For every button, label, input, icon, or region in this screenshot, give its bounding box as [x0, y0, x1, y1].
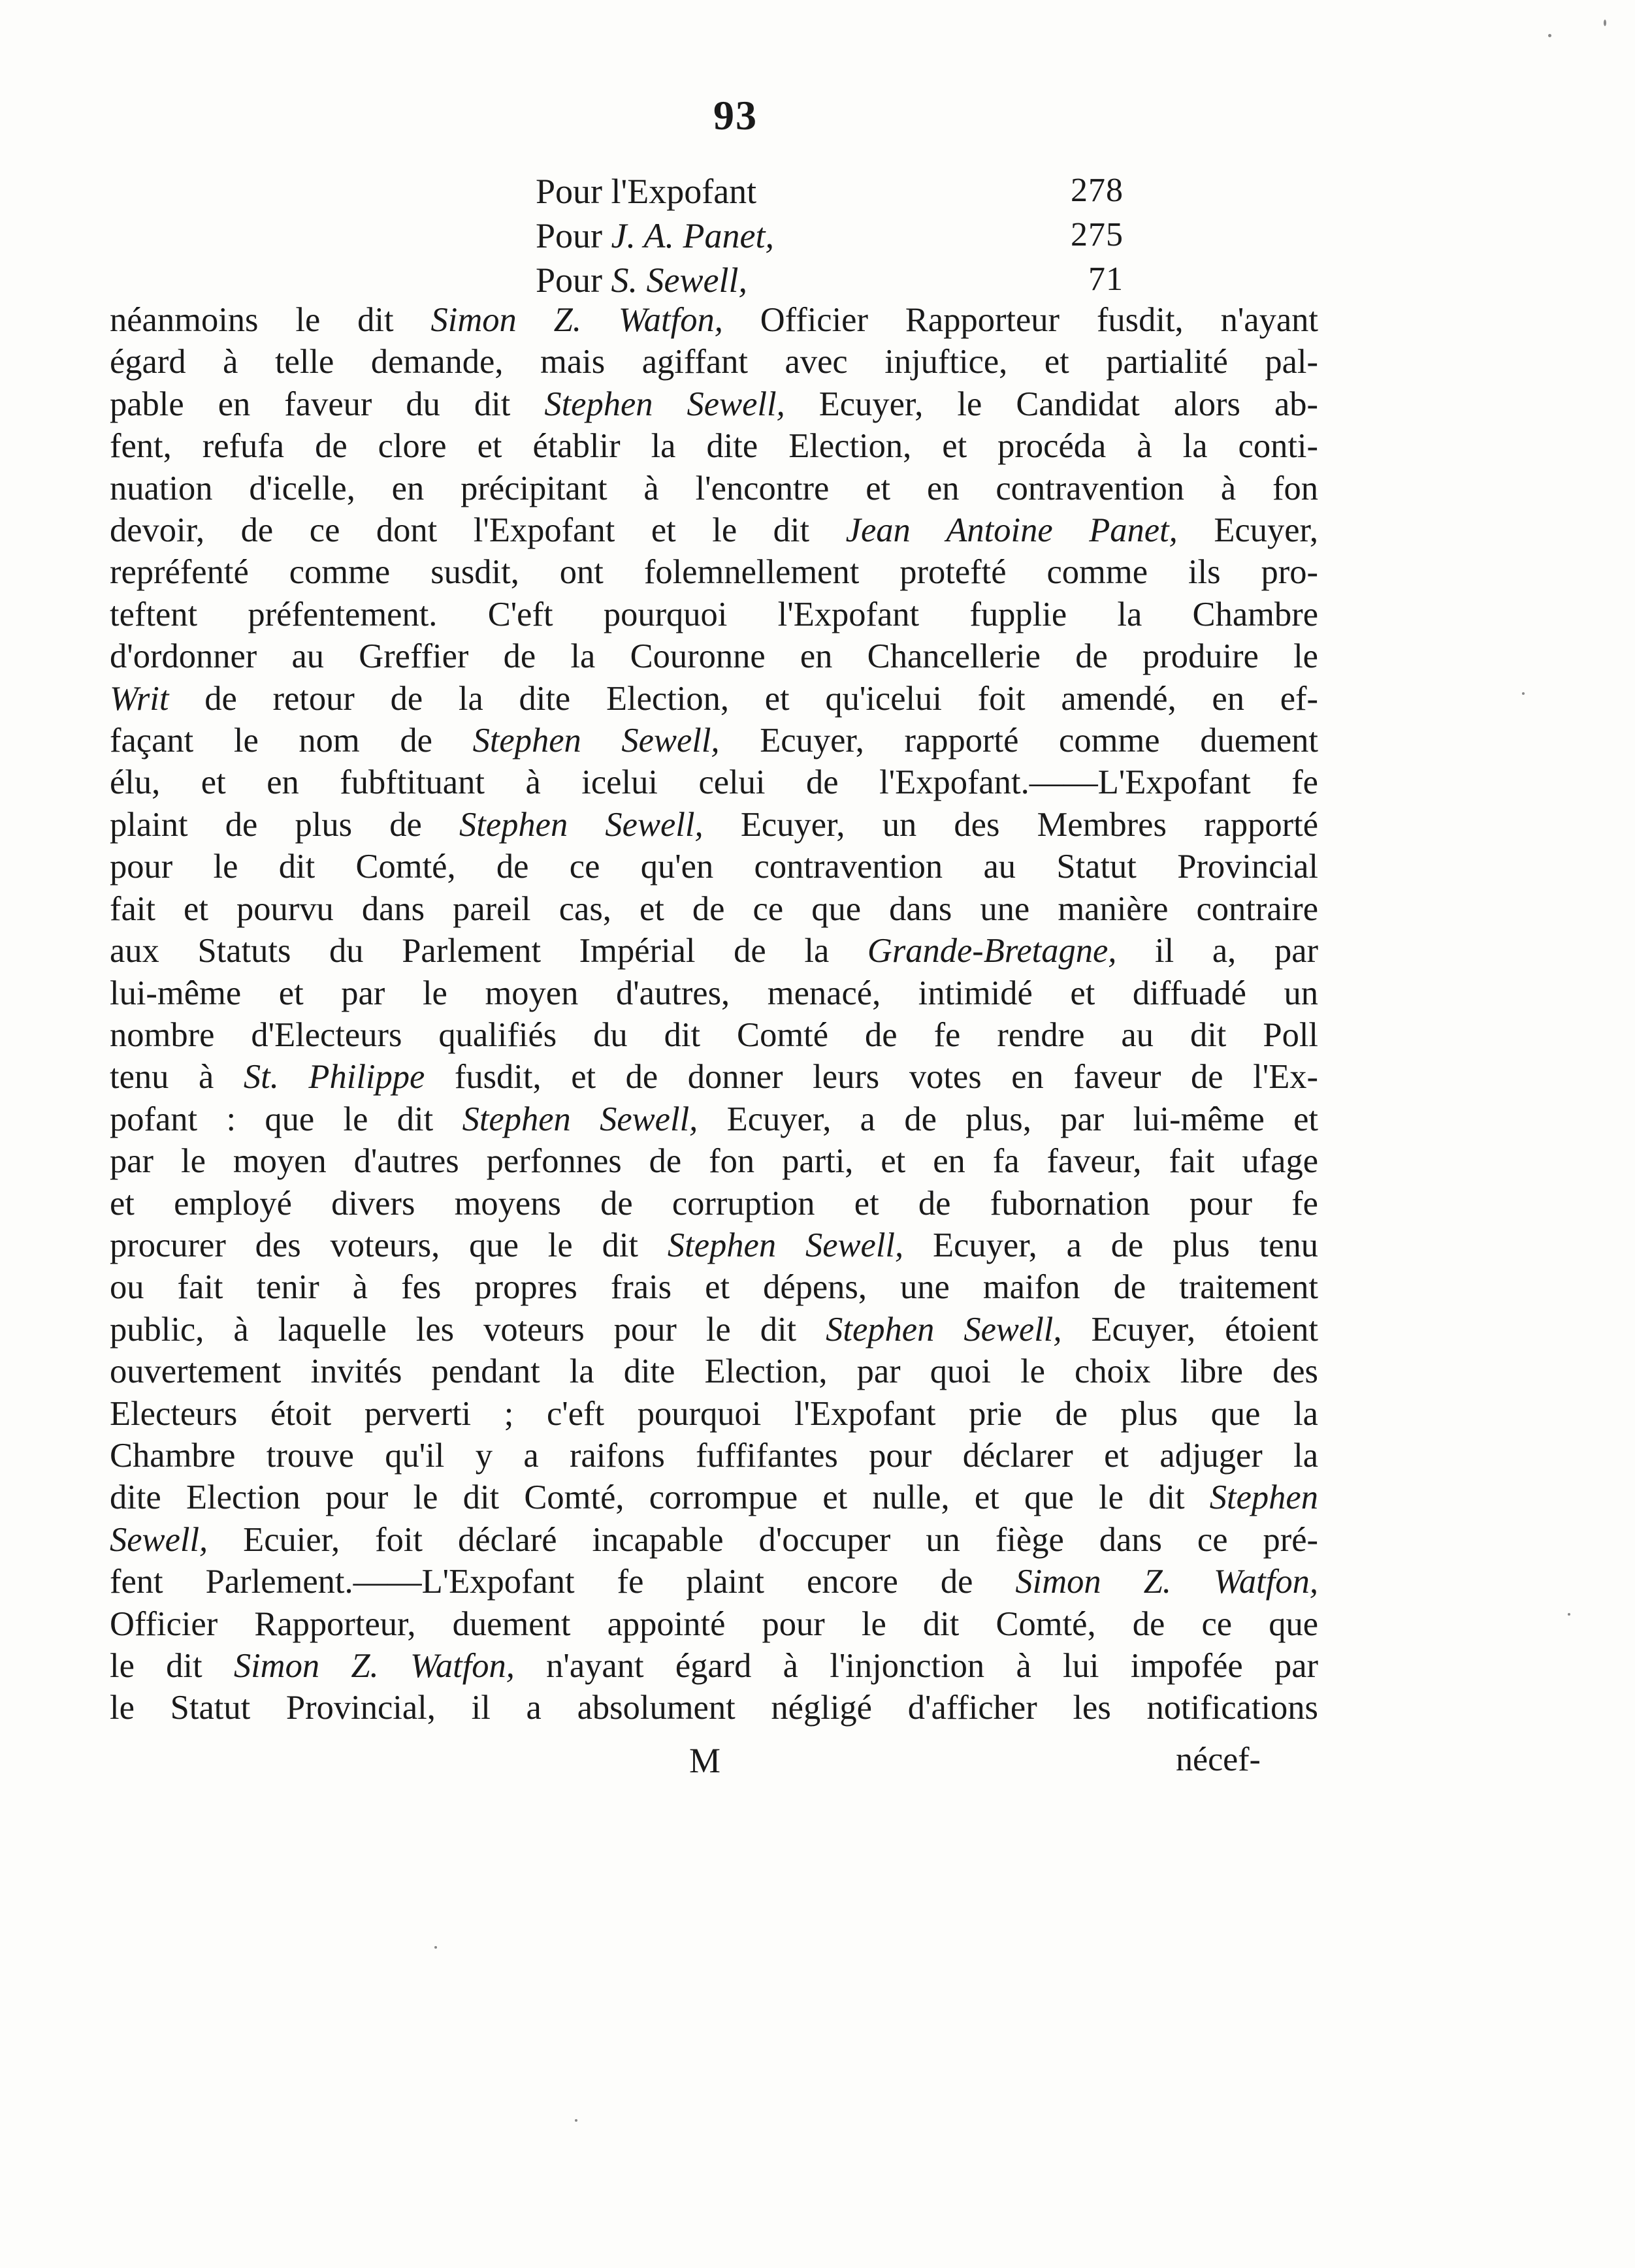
- petition-text: [110, 299, 1318, 1729]
- text-line: [110, 678, 1318, 720]
- text-run: Ecuyer, un des Membres rapporté: [703, 805, 1319, 844]
- text-run: dite Election pour le dit Comté, corrompue et nulle, et que le dit: [110, 1478, 1210, 1517]
- print-speck: [1548, 34, 1551, 37]
- italic-name: Stephen Sewell,: [462, 1100, 698, 1138]
- text-run: devoir, de ce dont l'Expofant et le dit: [110, 511, 846, 550]
- text-line: [110, 1687, 1318, 1729]
- italic-name: Sewell,: [110, 1520, 208, 1559]
- italic-name: Grande-Bretagne,: [867, 932, 1117, 970]
- tally-count: 275: [1071, 216, 1124, 253]
- text-line: [110, 846, 1318, 887]
- text-run: il a, par: [1116, 932, 1318, 970]
- tally-prefix: Pour: [536, 216, 611, 255]
- text-run: le Statut Provincial, il a absolument négligé d'afficher les notifications: [110, 1689, 1318, 1727]
- text-line: [110, 1435, 1318, 1477]
- text-line: [110, 720, 1318, 761]
- text-line: [110, 594, 1318, 635]
- text-line: [110, 1309, 1318, 1350]
- text-run: Ecuyer, rapporté comme duement: [719, 722, 1318, 760]
- text-line: [110, 1477, 1318, 1518]
- italic-name: Stephen Sewell,: [459, 805, 704, 844]
- text-line: [110, 1350, 1318, 1392]
- tally-candidate: J. A. Panet,: [611, 216, 774, 255]
- tally-row: [536, 260, 1124, 304]
- text-run: ou fait tenir à fes propres frais et dépens, une maifon de traitement: [110, 1268, 1318, 1307]
- text-line: [110, 509, 1318, 551]
- text-run: Ecuyer, étoient: [1061, 1310, 1319, 1349]
- text-line: [110, 930, 1318, 972]
- italic-name: Stephen Sewell,: [472, 722, 720, 760]
- text-line: [110, 425, 1318, 467]
- text-run: le dit: [110, 1647, 234, 1685]
- text-line: [110, 1098, 1318, 1140]
- text-line: [110, 972, 1318, 1014]
- text-run: élu, et en fubftituant à icelui celui de l'Expofant.——L'Expofant fe: [110, 763, 1318, 802]
- text-line: [110, 341, 1318, 383]
- print-speck: [1604, 20, 1606, 26]
- italic-name: Stephen Sewell,: [667, 1226, 904, 1264]
- text-line: [110, 1183, 1318, 1224]
- italic-name: Stephen: [1209, 1478, 1318, 1517]
- italic-name: St. Philippe: [243, 1058, 425, 1096]
- text-run: ouvertement invités pendant la dite Election, par quoi le choix libre des: [110, 1352, 1318, 1391]
- tally-count: 71: [1088, 261, 1124, 298]
- text-line: [110, 468, 1318, 509]
- text-run: n'ayant égard à l'injonction à lui impofée par: [514, 1647, 1318, 1685]
- text-line: [110, 1224, 1318, 1266]
- tally-row: [536, 216, 1124, 260]
- text-line: [110, 761, 1318, 803]
- text-run: pour le dit Comté, de ce qu'en contravention au Statut Provincial: [110, 848, 1318, 886]
- italic-name: Simon Z. Watfon,: [1015, 1563, 1318, 1601]
- text-run: néanmoins le dit: [110, 301, 431, 339]
- text-run: teftent préfentement. C'eft pourquoi l'Expofant fupplie la Chambre: [110, 595, 1318, 633]
- text-line: [110, 1393, 1318, 1435]
- tally-label: [536, 260, 747, 300]
- text-run: fent, refufa de clore et établir la dite Election, et procéda à la conti-: [110, 427, 1318, 466]
- text-line: [110, 1056, 1318, 1098]
- text-run: aux Statuts du Parlement Impérial de la: [110, 932, 867, 970]
- text-run: fusdit, et de donner leurs votes en faveur de l'Ex-: [425, 1058, 1318, 1096]
- text-run: Ecuyer, le Candidat alors ab-: [785, 385, 1319, 423]
- text-run: Ecuyer, a de plus, par lui-même et: [698, 1100, 1319, 1138]
- text-run: d'ordonner au Greffier de la Couronne en Chancellerie de produire le: [110, 637, 1318, 676]
- text-line: [110, 1140, 1318, 1182]
- catchword: nécef-: [1176, 1741, 1261, 1778]
- text-run: Ecuyer,: [1177, 511, 1319, 550]
- tally-label: [536, 171, 756, 212]
- text-run: nuation d'icelle, en précipitant à l'encontre et en contravention à fon: [110, 469, 1318, 507]
- signature-mark: M: [689, 1741, 721, 1780]
- text-run: public, à laquelle les voteurs pour le dit: [110, 1310, 826, 1349]
- text-line: [110, 635, 1318, 677]
- text-run: pable en faveur du dit: [110, 385, 545, 423]
- text-line: [110, 1561, 1318, 1603]
- text-run: tenu à: [110, 1058, 244, 1096]
- text-run: Chambre trouve qu'il y a raifons fuffifantes pour déclarer et adjuger la: [110, 1436, 1318, 1475]
- text-line: [110, 1266, 1318, 1308]
- page-number: 93: [713, 92, 758, 138]
- text-run: lui-même et par le moyen d'autres, menacé, intimidé et diffuadé un: [110, 974, 1318, 1012]
- italic-name: Writ: [110, 679, 169, 718]
- text-line: [110, 1645, 1318, 1687]
- text-run: repréfenté comme susdit, ont folemnellement protefté comme ils pro-: [110, 553, 1318, 592]
- tally-row: [536, 171, 1124, 216]
- text-run: nombre d'Electeurs qualifiés du dit Comté de fe rendre au dit Poll: [110, 1015, 1318, 1054]
- italic-name: Stephen Sewell,: [826, 1310, 1062, 1349]
- text-line: [110, 551, 1318, 593]
- text-run: Officier Rapporteur, duement appointé pour le dit Comté, de ce que: [110, 1605, 1318, 1643]
- italic-name: Simon Z. Watfon,: [233, 1647, 515, 1685]
- text-run: par le moyen d'autres perfonnes de fon parti, et en fa faveur, fait ufage: [110, 1142, 1318, 1181]
- italic-name: Jean Antoine Panet,: [845, 511, 1178, 550]
- text-line: [110, 1014, 1318, 1056]
- text-run: égard à telle demande, mais agiffant avec injuftice, et partialité pal-: [110, 343, 1318, 381]
- tally-prefix: Pour l'Expofant: [536, 172, 757, 211]
- text-line: [110, 299, 1318, 341]
- text-run: pofant : que le dit: [110, 1100, 462, 1138]
- text-line: [110, 383, 1318, 425]
- italic-name: Stephen Sewell,: [544, 385, 785, 423]
- print-speck: [434, 1946, 437, 1949]
- text-line: [110, 804, 1318, 846]
- text-run: façant le nom de: [110, 722, 473, 760]
- tally-label: [536, 216, 774, 256]
- text-line: [110, 888, 1318, 930]
- text-run: Ecuier, foit déclaré incapable d'occuper un fiège dans ce pré-: [208, 1520, 1318, 1559]
- tally-prefix: Pour: [536, 261, 611, 300]
- text-run: et employé divers moyens de corruption et de fubornation pour fe: [110, 1184, 1318, 1222]
- text-line: [110, 1603, 1318, 1645]
- italic-name: Simon Z. Watfon,: [430, 301, 723, 339]
- text-run: procurer des voteurs, que le dit: [110, 1226, 668, 1264]
- text-line: [110, 1519, 1318, 1561]
- print-speck: [1568, 1613, 1570, 1616]
- tally-candidate: S. Sewell,: [611, 261, 747, 300]
- print-speck: [575, 2119, 577, 2122]
- text-run: de retour de la dite Election, et qu'icelui foit amendé, en ef-: [169, 679, 1318, 718]
- vote-tally: [536, 171, 1124, 304]
- text-run: plaint de plus de: [110, 805, 460, 844]
- print-speck: [1522, 692, 1525, 695]
- text-run: fait et pourvu dans pareil cas, et de ce que dans une manière contraire: [110, 889, 1318, 928]
- text-run: Ecuyer, a de plus tenu: [903, 1226, 1318, 1264]
- text-run: Officier Rapporteur fusdit, n'ayant: [722, 301, 1318, 339]
- text-run: Electeurs étoit perverti ; c'eft pourquoi l'Expofant prie de plus que la: [110, 1394, 1318, 1433]
- text-run: fent Parlement.——L'Expofant fe plaint encore de: [110, 1563, 1016, 1601]
- tally-count: 278: [1071, 172, 1124, 209]
